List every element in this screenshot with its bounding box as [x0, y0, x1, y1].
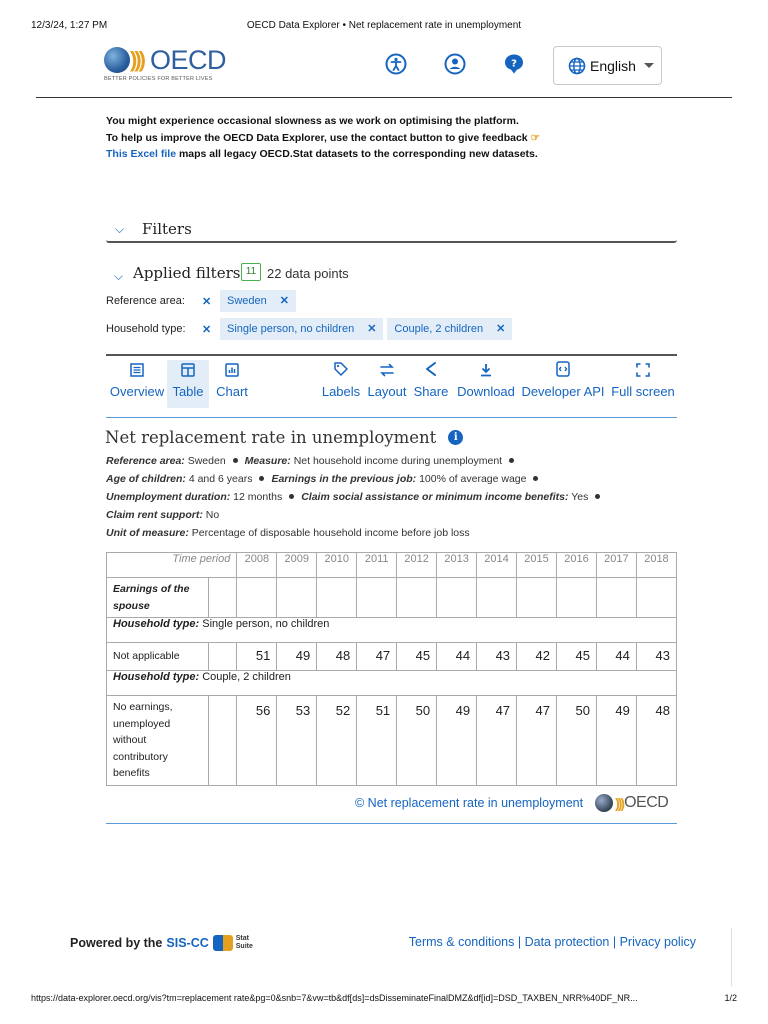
year-header: 2018 [636, 553, 676, 578]
table-cell: 43 [477, 643, 517, 671]
chart-button[interactable] [212, 360, 252, 408]
group-key: Household type: [113, 618, 200, 630]
table-cell: 52 [317, 696, 357, 786]
table-cell: 53 [277, 696, 317, 786]
meta-key: Unit of measure: [106, 527, 189, 539]
chevron-down-icon: ⌵ [115, 222, 125, 236]
meta-value: No [202, 509, 220, 521]
developer-api-label: Developer API [521, 384, 605, 399]
excel-file-link[interactable]: This Excel file [106, 148, 177, 160]
meta-key: Claim social assistance or minimum income benefits: [301, 491, 569, 503]
filter-row-household-type [106, 318, 516, 340]
print-date: 12/3/24, 1:27 PM [31, 20, 108, 31]
powered-by [70, 935, 253, 951]
table-cell: 42 [517, 643, 557, 671]
bullet-separator [259, 476, 264, 481]
table-icon [167, 360, 209, 384]
bullet-separator [509, 458, 514, 463]
globe-language-icon [568, 57, 586, 75]
row-label: Not applicable [107, 643, 209, 671]
view-toolbar [106, 360, 677, 418]
stat-suite-icon [213, 935, 233, 951]
oecd-logo[interactable] [104, 45, 234, 85]
pointing-hand-icon: ☞ [530, 131, 540, 144]
table-button[interactable] [167, 360, 209, 408]
notice-line-2: To help us improve the OECD Data Explorer, use the contact button to give feedback [106, 131, 528, 144]
swap-icon [365, 360, 409, 384]
table-cell: 47 [357, 643, 397, 671]
source-credit[interactable] [355, 794, 668, 812]
table-cell: 50 [397, 696, 437, 786]
globe-icon [104, 47, 130, 73]
chart-label: Chart [216, 384, 248, 399]
bullet-separator [595, 494, 600, 499]
applied-filters-panel [106, 262, 677, 356]
chip-label: Sweden [227, 295, 267, 307]
filters-label: Filters [142, 220, 192, 238]
chart-icon [212, 360, 252, 384]
developer-api-button[interactable] [519, 360, 607, 408]
year-header: 2013 [437, 553, 477, 578]
meta-key: Claim rent support: [106, 509, 203, 521]
overview-button[interactable] [106, 360, 168, 408]
logo-arcs-icon: ))) [130, 47, 143, 72]
overview-label: Overview [109, 384, 165, 399]
remove-chip-icon[interactable]: ✕ [367, 323, 377, 335]
share-icon [412, 360, 450, 384]
meta-value: Sweden [184, 455, 226, 467]
notice-line-1: You might experience occasional slowness as we work on optimising the platform. [106, 115, 519, 127]
layout-button[interactable] [365, 360, 409, 408]
group-value: Couple, 2 children [199, 671, 291, 683]
group-row [107, 618, 677, 643]
meta-value: Percentage of disposable household income before job loss [188, 527, 470, 539]
full-screen-label: Full screen [611, 384, 675, 399]
powered-by-text: Powered by the [70, 936, 163, 950]
table-cell: 48 [317, 643, 357, 671]
table-cell: 47 [517, 696, 557, 786]
svg-text:?: ? [511, 58, 517, 70]
filter-chip[interactable] [387, 318, 512, 340]
accessibility-icon[interactable] [385, 53, 407, 75]
header-divider [36, 97, 732, 98]
labels-label: Labels [321, 384, 361, 399]
table-cell: 44 [596, 643, 636, 671]
year-header: 2017 [596, 553, 636, 578]
logo-tagline: BETTER POLICIES FOR BETTER LIVES [104, 76, 213, 82]
filter-label: Household type: [106, 323, 186, 335]
table-cell: 45 [556, 643, 596, 671]
year-header: 2010 [317, 553, 357, 578]
chevron-down-icon[interactable]: ⌵ [114, 269, 124, 283]
data-protection-link[interactable]: Data protection [524, 935, 610, 949]
print-footer [31, 993, 737, 1003]
suite-text: Suite [235, 943, 253, 950]
group-row [107, 671, 677, 696]
share-label: Share [413, 384, 449, 399]
remove-chip-icon[interactable]: ✕ [279, 295, 289, 307]
labels-button[interactable] [320, 360, 362, 408]
filter-chip[interactable] [220, 318, 383, 340]
table-cell: 48 [636, 696, 676, 786]
group-label [107, 671, 677, 696]
oecd-mini-logo [595, 794, 668, 812]
chip-label: Couple, 2 children [394, 323, 484, 335]
credit-text: © Net replacement rate in unemployment [355, 796, 584, 810]
language-label: English [590, 57, 636, 74]
credit-divider [106, 823, 677, 824]
year-header: 2011 [357, 553, 397, 578]
meta-key: Unemployment duration: [106, 491, 231, 503]
fullscreen-icon [609, 360, 677, 384]
sis-cc-link[interactable]: SIS-CC [166, 936, 209, 950]
footer [36, 928, 732, 986]
row-label: No earnings, unemployed without contributory benefits [107, 696, 209, 786]
info-icon[interactable]: i [448, 430, 463, 445]
meta-value: Net household income during unemployment [290, 455, 503, 467]
filter-label: Reference area: [106, 295, 185, 307]
table-cell: 47 [477, 696, 517, 786]
print-title: OECD Data Explorer • Net replacement rate in unemployment [246, 20, 522, 31]
notice-banner [106, 113, 540, 163]
chip-label: Single person, no children [227, 323, 355, 335]
group-value: Single person, no children [199, 618, 330, 630]
year-header: 2008 [237, 553, 277, 578]
table-cell: 56 [237, 696, 277, 786]
api-icon [519, 360, 607, 384]
group-label [107, 618, 677, 643]
meta-key: Measure: [244, 455, 291, 467]
table-label: Table [172, 384, 204, 399]
meta-key: Reference area: [106, 455, 185, 467]
meta-key: Age of children: [106, 473, 186, 485]
account-icon[interactable] [444, 53, 466, 75]
stat-text: Stat [235, 935, 249, 942]
table-cell: 49 [596, 696, 636, 786]
remove-chip-icon[interactable]: ✕ [496, 323, 506, 335]
table-cell: 45 [397, 643, 437, 671]
table-cell: 50 [556, 696, 596, 786]
globe-icon [595, 794, 613, 812]
overview-icon [106, 360, 168, 384]
link-separator: | [609, 935, 620, 949]
terms-link[interactable]: Terms & conditions [408, 935, 515, 949]
table-title-text: Net replacement rate in unemployment [105, 428, 437, 447]
filters-panel[interactable] [106, 215, 677, 243]
table-row [107, 643, 677, 671]
table-header-row [107, 553, 677, 578]
filter-chip[interactable] [220, 290, 296, 312]
data-table [106, 552, 677, 786]
year-header: 2012 [397, 553, 437, 578]
data-points-count: 22 data points [267, 266, 349, 281]
filter-row-reference-area [106, 290, 300, 312]
clear-filter-icon[interactable]: ✕ [202, 295, 212, 308]
chevron-down-icon [644, 63, 654, 68]
table-cell: 44 [437, 643, 477, 671]
logo-text: OECD [150, 45, 227, 75]
spouse-header-row [107, 578, 677, 618]
language-selector[interactable] [553, 46, 662, 85]
applied-filters-title: Applied filters [133, 264, 241, 282]
stat-suite-logo[interactable] [213, 935, 253, 951]
notice-line-3: maps all legacy OECD.Stat datasets to the corresponding new datasets. [176, 148, 538, 160]
meta-key: Earnings in the previous job: [271, 473, 417, 485]
bullet-separator [233, 458, 238, 463]
help-icon[interactable] [503, 53, 525, 75]
mini-logo-text: OECD [624, 794, 669, 811]
year-header: 2015 [517, 553, 557, 578]
clear-filter-icon[interactable]: ✕ [202, 323, 212, 336]
table-row [107, 696, 677, 786]
print-url: https://data-explorer.oecd.org/vis?tm=replacement rate&pg=0&snb=7&vw=tb&df[ds]=dsDisseminateFinalDMZ&df[id]=DSD_TAXBEN_NRR%40DF_NR... [31, 993, 638, 1003]
link-separator: | [514, 935, 525, 949]
table-cell: 51 [237, 643, 277, 671]
print-page-number: 1/2 [724, 993, 737, 1003]
bullet-separator [533, 476, 538, 481]
download-button[interactable] [455, 360, 517, 408]
time-period-header: Time period [107, 553, 237, 578]
download-icon [455, 360, 517, 384]
footer-links [409, 935, 696, 949]
download-label: Download [457, 384, 515, 399]
logo-arcs-icon: ))) [615, 795, 624, 811]
table-metadata [106, 452, 678, 542]
full-screen-button[interactable] [609, 360, 677, 408]
spouse-earnings-header: Earnings of the spouse [107, 578, 209, 618]
meta-value: 4 and 6 years [185, 473, 253, 485]
year-header: 2009 [277, 553, 317, 578]
table-title [105, 428, 463, 447]
year-header: 2014 [477, 553, 517, 578]
meta-value: Yes [568, 491, 589, 503]
privacy-policy-link[interactable]: Privacy policy [619, 935, 696, 949]
table-cell: 51 [357, 696, 397, 786]
share-button[interactable] [412, 360, 450, 408]
meta-value: 12 months [230, 491, 283, 503]
table-cell: 43 [636, 643, 676, 671]
table-cell: 49 [437, 696, 477, 786]
tag-icon [320, 360, 362, 384]
year-header: 2016 [556, 553, 596, 578]
group-key: Household type: [113, 671, 200, 683]
layout-label: Layout [367, 384, 407, 399]
table-cell: 49 [277, 643, 317, 671]
bullet-separator [289, 494, 294, 499]
applied-filters-count: 11 [241, 263, 261, 281]
print-header [31, 20, 737, 34]
meta-value: 100% of average wage [416, 473, 527, 485]
